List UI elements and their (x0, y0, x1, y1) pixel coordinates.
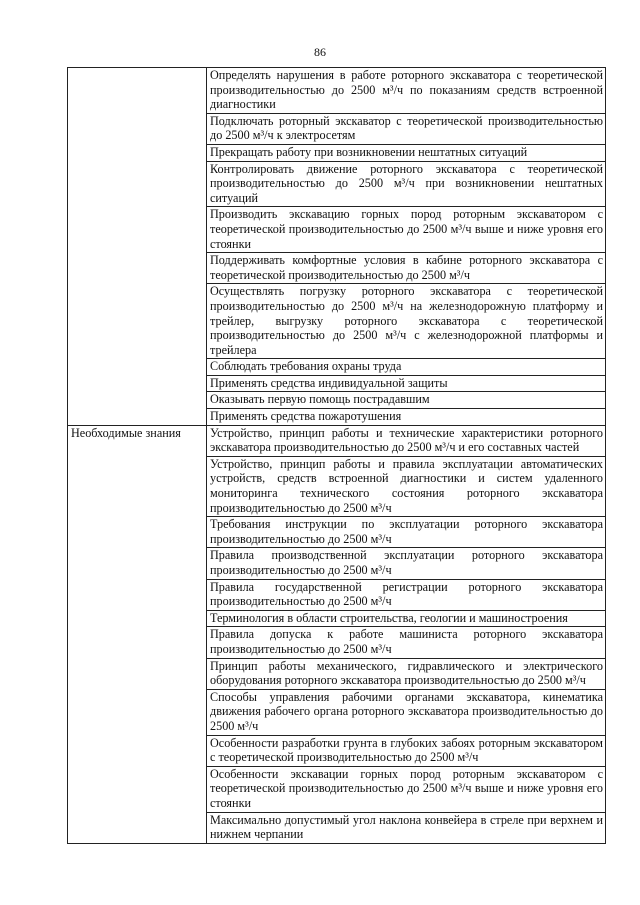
requirement-item (207, 766, 606, 812)
requirement-text: Осуществлять погрузку роторного экскаватора с теоретической производительностью до 2500 м³/ч на железнодорожную платформу и трейлер, выгрузку роторного экскаватора с теоретической производительностью до 2500 м³/ч с железнодорожной платформы и трейлера (210, 284, 603, 357)
requirement-item (207, 627, 606, 658)
requirement-item (207, 689, 606, 735)
requirement-item (207, 579, 606, 610)
requirement-item (207, 359, 606, 376)
requirement-text: Соблюдать требования охраны труда (210, 359, 402, 374)
requirements-table-body (68, 68, 606, 844)
requirement-text: Способы управления рабочими органами экскаватора, кинематика движения рабочего органа роторного экскаватора производительностью до 2500 м³/ч (210, 689, 603, 733)
requirement-text: Применять средства пожаротушения (210, 409, 402, 424)
page-number: 86 (314, 45, 326, 59)
requirement-item (207, 375, 606, 392)
table-row (68, 425, 606, 456)
requirement-item (207, 144, 606, 161)
requirement-text: Особенности экскавации горных пород роторным экскаватором с теоретической производительностью до 2500 м³/ч выше и ниже уровня его стоянки (210, 766, 603, 810)
requirement-item (207, 392, 606, 409)
requirement-text: Производить экскавацию горных пород роторным экскаватором с теоретической производительностью до 2500 м³/ч выше и ниже уровня его стоянки (210, 207, 603, 251)
requirement-text: Определять нарушения в работе роторного экскаватора с теоретической производительностью до 2500 м³/ч по показаниям средств встроенной диагностики (210, 68, 603, 112)
requirement-item (207, 409, 606, 426)
requirement-text: Особенности разработки грунта в глубоких забоях роторным экскаватором с теоретической производительностью до 2500 м³/ч (210, 735, 603, 765)
requirement-item (207, 812, 606, 843)
requirement-item (207, 113, 606, 144)
requirement-text: Устройство, принцип работы и правила эксплуатации автоматических устройств, средств встроенной диагностики и систем удаленного мониторинга технического состояния роторного экскаватора производительностью до 2500 м³/ч (210, 456, 603, 515)
requirements-table (67, 67, 606, 844)
requirement-text: Применять средства индивидуальной защиты (210, 375, 448, 390)
requirement-text: Устройство, принцип работы и технические характеристики роторного экскаватора производительностью до 2500 м³/ч и его составных частей (210, 425, 603, 455)
requirement-text: Оказывать первую помощь пострадавшим (210, 392, 430, 407)
requirement-text: Правила допуска к работе машиниста роторного экскаватора производительностью до 2500 м³/ч (210, 627, 603, 656)
requirement-item (207, 548, 606, 579)
requirement-item (207, 610, 606, 627)
requirement-item (207, 68, 606, 114)
requirement-item (207, 735, 606, 766)
requirement-item (207, 207, 606, 253)
section-label (68, 68, 207, 426)
requirement-item (207, 456, 606, 516)
table-row (68, 68, 606, 114)
requirement-text: Контролировать движение роторного экскаватора с теоретической производительностью до 2500 м³/ч при возникновении нештатных ситуаций (210, 161, 603, 205)
section-label: Необходимые знания (68, 425, 207, 843)
requirement-item (207, 161, 606, 207)
requirement-text: Принцип работы механического, гидравлического и электрического оборудования роторного экскаватора производительностью до 2500 м³/ч (210, 658, 603, 688)
requirement-item (207, 658, 606, 689)
requirement-text: Поддерживать комфортные условия в кабине роторного экскаватора с теоретической производительностью до 2500 м³/ч (210, 253, 603, 282)
requirement-text: Максимально допустимый угол наклона конвейера в стреле при верхнем и нижнем черпании (210, 812, 603, 842)
requirement-text: Прекращать работу при возникновении нештатных ситуаций (210, 144, 528, 159)
requirement-text: Правила государственной регистрации роторного экскаватора производительностью до 2500 м³/ч (210, 579, 603, 609)
requirement-text: Терминология в области строительства, геологии и машиностроения (210, 610, 568, 625)
requirement-text: Требования инструкции по эксплуатации роторного экскаватора производительностью до 2500 м³/ч (210, 517, 603, 546)
requirement-text: Подключать роторный экскаватор с теоретической производительностью до 2500 м³/ч к электросетям (210, 113, 603, 143)
requirement-item (207, 425, 606, 456)
requirement-item (207, 284, 606, 359)
requirement-text: Правила производственной эксплуатации роторного экскаватора производительностью до 2500 м³/ч (210, 548, 603, 577)
requirement-item (207, 517, 606, 548)
requirement-item (207, 253, 606, 284)
